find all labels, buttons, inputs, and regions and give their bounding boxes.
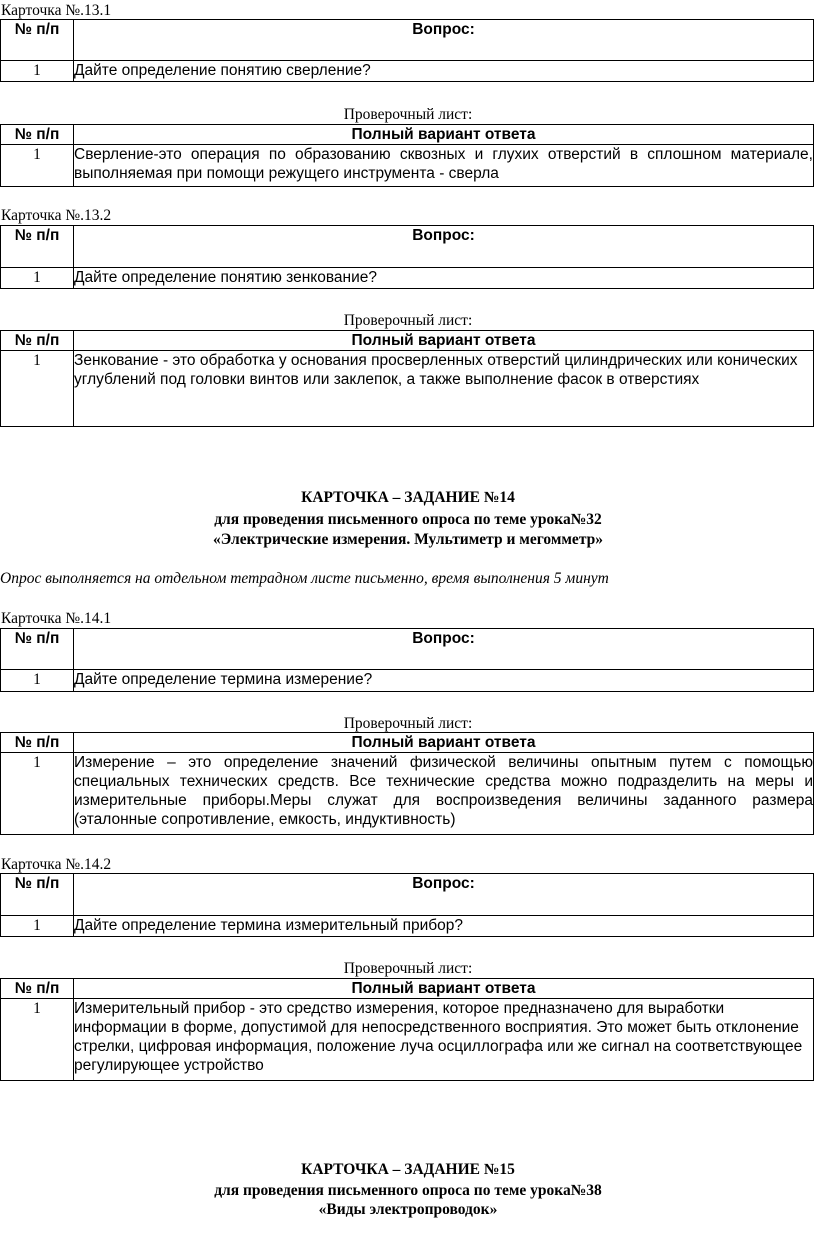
row-number: 1 <box>1 351 74 427</box>
row-number: 1 <box>1 670 74 692</box>
num-header: № п/п <box>1 629 74 670</box>
card-label: Карточка №.14.1 <box>1 610 112 627</box>
answer-table <box>0 732 814 835</box>
check-label: Проверочный лист: <box>343 960 473 977</box>
task-subtitle: для проведения письменного опроса по теме урока№32 <box>214 511 602 528</box>
check-label: Проверочный лист: <box>343 312 473 329</box>
question-header: Вопрос: <box>74 226 814 268</box>
question-table <box>0 628 814 692</box>
check-label: Проверочный лист: <box>343 106 473 123</box>
answer-header: Полный вариант ответа <box>74 733 814 753</box>
card-label: Карточка №.14.2 <box>1 856 112 873</box>
row-number: 1 <box>1 916 74 937</box>
row-number: 1 <box>1 753 74 835</box>
row-number: 1 <box>1 999 74 1081</box>
num-header: № п/п <box>1 226 74 268</box>
card-label: Карточка №.13.1 <box>1 2 112 19</box>
num-header: № п/п <box>1 979 74 999</box>
question-text: Дайте определение понятию сверление? <box>74 61 814 82</box>
answer-header: Полный вариант ответа <box>74 125 814 145</box>
num-header: № п/п <box>1 874 74 916</box>
question-text: Дайте определение термина измерительный прибор? <box>74 916 814 937</box>
answer-text: Измерение – это определение значений физической величины опытным путем с помощью специальных технических средств. Все технические средства можно подразделить на меры и измерительные приборы.Меры служат для воспроизведения величины заданного размера (эталонные сопротивление, емкость, индуктивность) <box>74 753 814 835</box>
answer-table <box>0 978 814 1081</box>
task-note: Опрос выполняется на отдельном тетрадном листе письменно, время выполнения 5 минут <box>0 570 609 587</box>
answer-table <box>0 330 814 427</box>
question-table <box>0 873 814 937</box>
question-header: Вопрос: <box>74 20 814 61</box>
num-header: № п/п <box>1 331 74 351</box>
answer-text: Зенкование - это обработка у основания просверленных отверстий цилиндрических или конических углублений под головки винтов или заклепок, а также выполнение фасок в отверстиях <box>74 351 814 427</box>
num-header: № п/п <box>1 733 74 753</box>
row-number: 1 <box>1 61 74 82</box>
card-label: Карточка №.13.2 <box>1 207 112 224</box>
question-header: Вопрос: <box>74 874 814 916</box>
question-table <box>0 19 814 82</box>
answer-text: Измерительный прибор - это средство измерения, которое предназначено для выработки информации в форме, допустимой для непосредственного восприятия. Это может быть отклонение стрелки, цифровая информация, положение луча осциллографа или же сигнал на соответствующее регулирующее устройство <box>74 999 814 1081</box>
question-text: Дайте определение понятию зенкование? <box>74 268 814 289</box>
answer-table <box>0 124 814 187</box>
row-number: 1 <box>1 268 74 289</box>
check-label: Проверочный лист: <box>343 715 473 732</box>
num-header: № п/п <box>1 125 74 145</box>
task-topic: «Виды электропроводок» <box>318 1201 498 1218</box>
question-header: Вопрос: <box>74 629 814 670</box>
task-subtitle: для проведения письменного опроса по теме урока№38 <box>214 1182 602 1199</box>
question-text: Дайте определение термина измерение? <box>74 670 814 692</box>
task-topic: «Электрические измерения. Мультиметр и мегомметр» <box>213 531 603 548</box>
row-number: 1 <box>1 145 74 187</box>
answer-header: Полный вариант ответа <box>74 331 814 351</box>
num-header: № п/п <box>1 20 74 61</box>
answer-header: Полный вариант ответа <box>74 979 814 999</box>
answer-text: Сверление-это операция по образованию сквозных и глухих отверстий в сплошном материале, выполняемая при помощи режущего инструмента - сверла <box>74 145 814 187</box>
task-title: КАРТОЧКА – ЗАДАНИЕ №15 <box>301 1161 515 1178</box>
question-table <box>0 225 814 289</box>
task-title: КАРТОЧКА – ЗАДАНИЕ №14 <box>301 489 515 506</box>
